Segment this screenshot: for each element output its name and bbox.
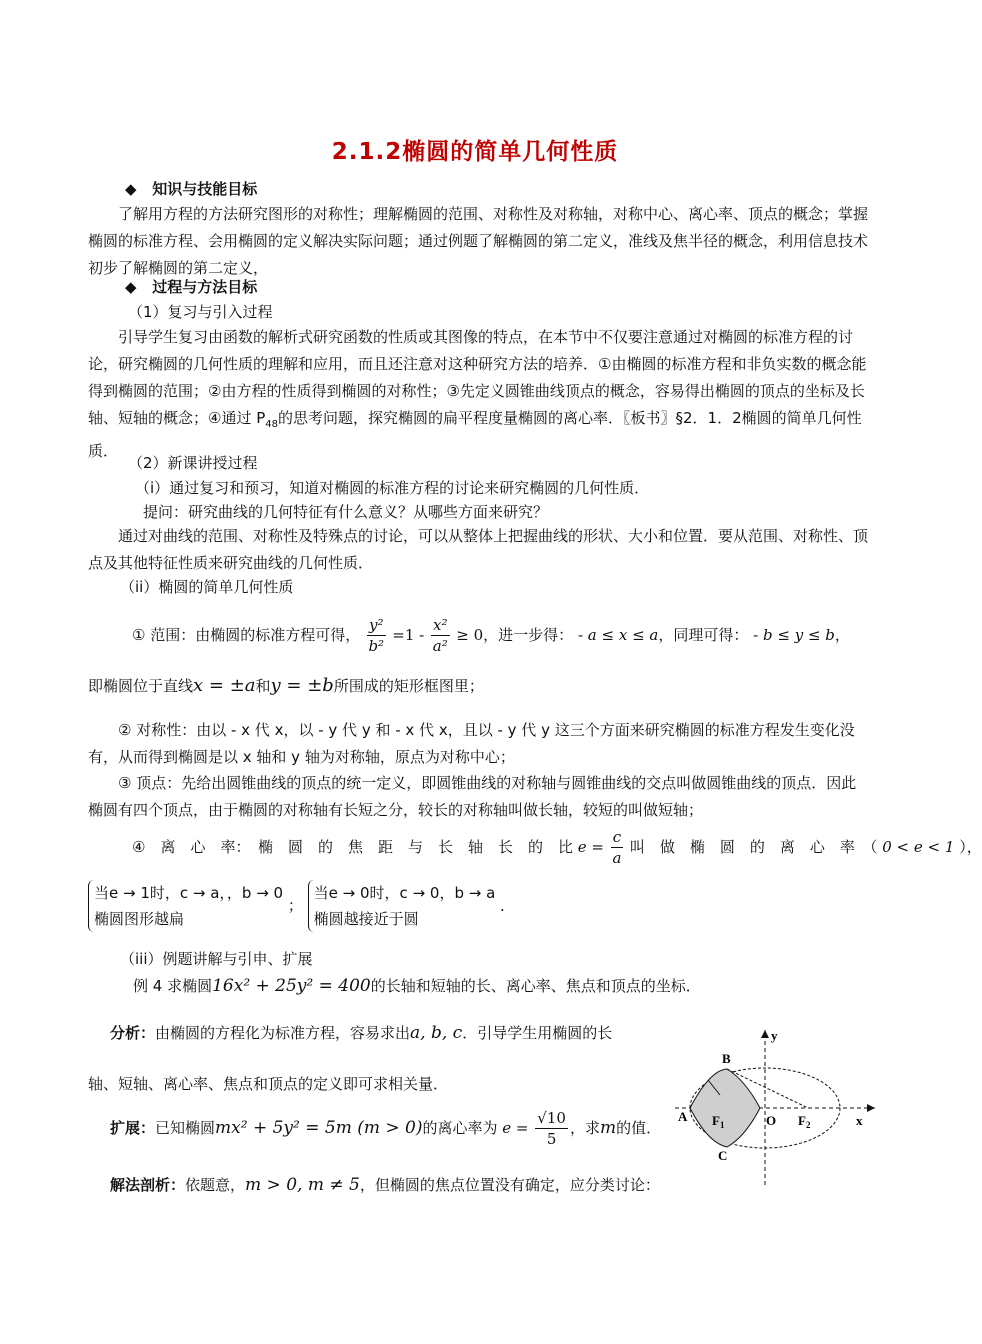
step-ii: （ii）椭圆的简单几何性质 [120, 578, 294, 596]
example-4: 例 4 求椭圆16x² + 25y² = 400的长轴和短轴的长、离心率、焦点和顶点的坐标． [133, 976, 701, 996]
case-e-to-0: 当e → 0时，c → 0，b → a 椭圆越接近于圆 [308, 880, 496, 932]
label-F1: $F_1$ [712, 1113, 725, 1130]
fraction-c-a: $\frac{c}{a}$ [612, 828, 622, 867]
knowledge-paragraph: 了解用方程的方法研究图形的对称性；理解椭圆的范围、对称性及对称轴，对称中心、离心率、顶点的概念；掌握椭圆的标准方程、会用椭圆的定义解决实际问题；通过例题了解椭圆的第二定义，准线及焦半径的概念，利用信息技术初步了解椭圆的第二定义， [88, 205, 869, 277]
section-process-heading: ◆ 过程与方法目标 [125, 278, 258, 296]
y-axis-arrow-icon [761, 1030, 769, 1038]
symmetry-paragraph: ② 对称性：由以 - x 代 x，以 - y 代 y 和 - x 代 x，且以 - y 代 y 这三个方面来研究椭圆的标准方程发生变化没有，从而得到椭圆是以 x 轴和 y 轴为对称轴，原点为对称中心； [88, 721, 855, 766]
step1-paragraph: 引导学生复习由函数的解析式研究函数的性质或其图像的特点，在本节中不仅要注意通过对椭圆的标准方程的讨论，研究椭圆的几何性质的理解和应用，而且还注意对这种研究方法的培养．①由椭圆的标准方程和非负实数的概念能得到椭圆的范围；②由方程的性质得到椭圆的对称性；③先定义圆锥曲线顶点的概念，容易得出椭圆的顶点的坐标及长轴、短轴的概念；④通过 $P_{48}$的思考问题，探究椭圆的扁平程度量椭圆的离心率．〖板书〗§2．1．2椭圆的简单几何性质． [88, 328, 867, 460]
step2-heading: （2）新课讲授过程 [128, 454, 258, 472]
through-paragraph: 通过对曲线的范围、对称性及特殊点的讨论，可以从整体上把握曲线的形状、大小和位置．要从范围、对称性、顶点及其他特征性质来研究曲线的几何性质． [88, 527, 869, 572]
label-O: O [766, 1113, 777, 1128]
diamond-bullet-icon: ◆ [125, 180, 137, 198]
page-title: 2.1.2椭圆的简单几何性质 [331, 139, 619, 165]
eccentricity-line: ④ 离 心 率： 椭 圆 的 焦 距 与 长 轴 长 的 比 e = $\frac{c}{a}$ 叫 做 椭 圆 的 离 心 率 （ 0 < e < 1 ）， [132, 828, 982, 867]
analysis-line-2: 轴、短轴、离心率、焦点和顶点的定义即可求相关量． [88, 1075, 449, 1093]
range-line: ① 范围：由椭圆的标准方程可得， $\frac{\text{y²}}{\text{b²}}$ =1 - $\frac{\text{x²}}{\text{a²}}$ ≥ 0，进一步得： - a ≤ x ≤ a，同理可得： - b ≤ y ≤ b， [132, 616, 850, 655]
shaded-region [690, 1069, 760, 1147]
range-box-line: 即椭圆位于直线x = ±a和y = ±b所围成的矩形框图里； [88, 675, 484, 696]
step1-heading: （1）复习与引入过程 [128, 303, 273, 321]
label-y: y [771, 1028, 778, 1043]
step-i: （i）通过复习和预习，知道对椭圆的标准方程的讨论来研究椭圆的几何性质． [135, 479, 650, 497]
fraction-x2-a2: $\frac{\text{x²}}{\text{a²}}$ [432, 616, 448, 655]
extend-line: 扩展：已知椭圆mx² + 5y² = 5m (m > 0)的离心率为 e = $\frac{√10}{5}$ ，求m的值． [110, 1109, 662, 1148]
diamond-bullet-icon: ◆ [125, 278, 137, 296]
solution-line: 解法剖析：依题意，m > 0, m ≠ 5，但椭圆的焦点位置没有确定，应分类讨论： [110, 1175, 660, 1195]
ellipse-figure [670, 1025, 880, 1190]
label-A: A [678, 1109, 688, 1124]
case-e-to-1: 当e → 1时，c → a，，b → 0 椭圆图形越扁 [88, 880, 283, 932]
label-x: x [856, 1113, 863, 1128]
label-C: C [718, 1148, 728, 1163]
label-F2: $F_2$ [798, 1113, 811, 1130]
step-iii: （iii）例题讲解与引申、扩展 [120, 950, 313, 968]
x-axis-arrow-icon [867, 1104, 875, 1112]
analysis-line: 分析：由椭圆的方程化为标准方程，容易求出a, b, c．引导学生用椭圆的长 [110, 1023, 613, 1043]
section-knowledge-heading: ◆ 知识与技能目标 [125, 180, 258, 198]
label-B: B [722, 1051, 731, 1066]
fraction-y2-b2: $\frac{\text{y²}}{\text{b²}}$ [368, 616, 385, 655]
question-text: 提问：研究曲线的几何特征有什么意义？从哪些方面来研究？ [143, 503, 549, 521]
eccentricity-cases: 当e → 1时，c → a，，b → 0 椭圆图形越扁 ； 当e → 0时，c → 0，b → a 椭圆越接近于圆 ． [88, 880, 515, 932]
vertex-paragraph: ③ 顶点：先给出圆锥曲线的顶点的统一定义，即圆锥曲线的对称轴与圆锥曲线的交点叫做圆锥曲线的顶点．因此椭圆有四个顶点，由于椭圆的对称轴有长短之分，较长的对称轴叫做长轴，较短的叫做短轴； [88, 774, 857, 819]
